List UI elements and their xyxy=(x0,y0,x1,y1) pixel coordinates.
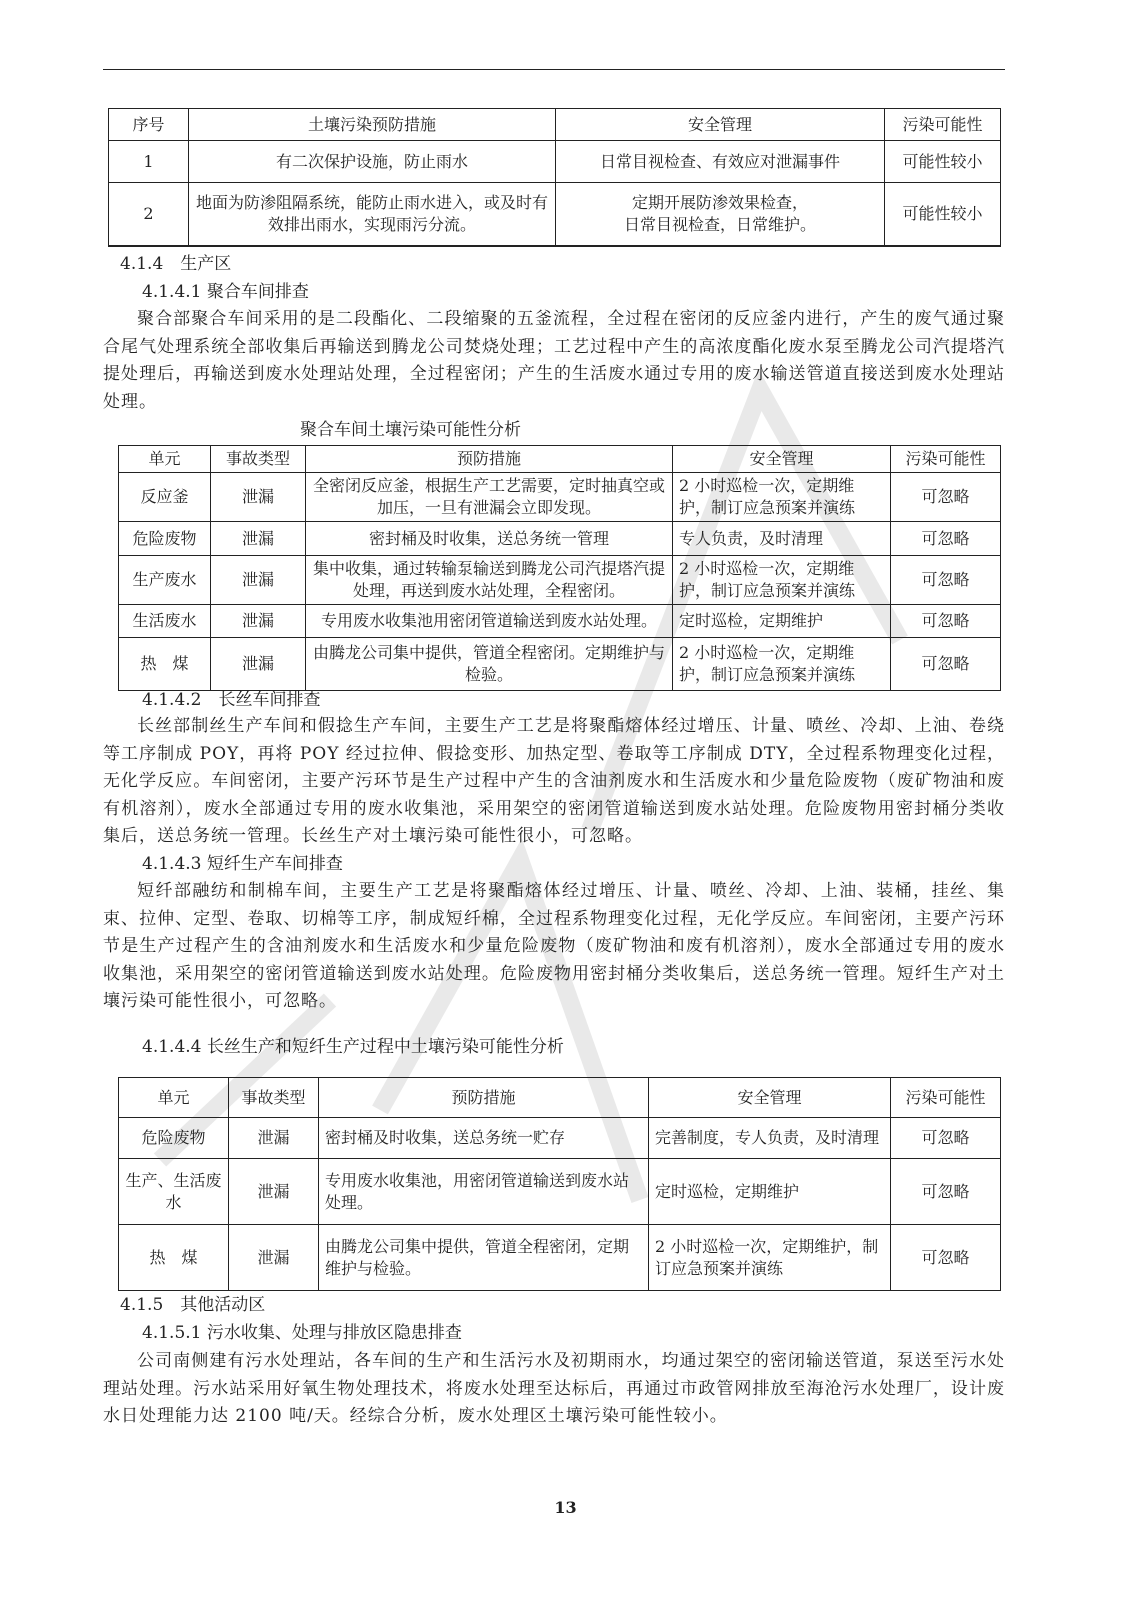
table-header-row xyxy=(119,446,1001,473)
cell: 2 小时巡检一次，定期维护，制订应急预案并演练 xyxy=(673,638,891,691)
section-heading: 4.1.5 其他活动区 xyxy=(120,1295,266,1315)
table-1 xyxy=(108,108,1001,247)
table-row xyxy=(119,473,1001,522)
cell: 由腾龙公司集中提供，管道全程密闭。定期维护与检验。 xyxy=(306,638,673,691)
cell: 可忽略 xyxy=(891,605,1001,638)
subsection-heading: 4.1.4.1 聚合车间排查 xyxy=(142,282,309,302)
cell: 2 小时巡检一次，定期维护，制订应急预案并演练 xyxy=(673,556,891,605)
cell: 可能性较小 xyxy=(885,183,1001,246)
table-row xyxy=(109,183,1001,246)
cell: 热 煤 xyxy=(119,1225,229,1291)
page-number: 13 xyxy=(554,1498,577,1517)
table-row xyxy=(119,556,1001,605)
table-row xyxy=(119,1225,1001,1291)
header-cell: 预防措施 xyxy=(319,1078,649,1118)
paragraph: 公司南侧建有污水处理站，各车间的生产和生活污水及初期雨水，均通过架空的密闭输送管道，泵送至污水处理站处理。污水站采用好氧生物处理技术，将废水处理至达标后，再通过市政管网排放至海沧污水处理厂，设计废水日处理能力达 2100 吨/天。经综合分析，废水处理区土壤污染可能性较小。 xyxy=(103,1351,1005,1426)
cell: 反应釜 xyxy=(119,473,211,522)
cell: 生产、生活废水 xyxy=(119,1159,229,1225)
subsection-heading: 4.1.4.2 长丝车间排查 xyxy=(142,690,321,710)
header-cell: 预防措施 xyxy=(306,446,673,473)
cell: 生产废水 xyxy=(119,556,211,605)
cell: 泄漏 xyxy=(211,638,306,691)
header-cell: 事故类型 xyxy=(211,446,306,473)
header-cell: 污染可能性 xyxy=(885,109,1001,141)
cell: 完善制度，专人负责，及时清理 xyxy=(649,1118,891,1159)
cell: 全密闭反应釜，根据生产工艺需要，定时抽真空或加压，一旦有泄漏会立即发现。 xyxy=(306,473,673,522)
cell: 1 xyxy=(109,141,189,183)
table-2 xyxy=(118,445,1001,691)
subsection-heading: 4.1.5.1 污水收集、处理与排放区隐患排查 xyxy=(142,1323,462,1343)
cell: 由腾龙公司集中提供，管道全程密闭，定期维护与检验。 xyxy=(319,1225,649,1291)
header-rule xyxy=(103,69,1005,70)
cell: 可忽略 xyxy=(891,1118,1001,1159)
cell: 可忽略 xyxy=(891,556,1001,605)
table-header-row xyxy=(109,109,1001,141)
subsection-heading: 4.1.4.4 长丝生产和短纤生产过程中土壤污染可能性分析 xyxy=(142,1037,564,1057)
cell: 集中收集，通过转输泵输送到腾龙公司汽提塔汽提处理，再送到废水站处理，全程密闭。 xyxy=(306,556,673,605)
header-cell: 安全管理 xyxy=(649,1078,891,1118)
cell: 泄漏 xyxy=(211,605,306,638)
cell: 危险废物 xyxy=(119,1118,229,1159)
cell: 2 小时巡检一次，定期维护，制订应急预案并演练 xyxy=(649,1225,891,1291)
cell: 热 煤 xyxy=(119,638,211,691)
table-row xyxy=(119,1159,1001,1225)
cell: 密封桶及时收集，送总务统一贮存 xyxy=(319,1118,649,1159)
cell: 定时巡检，定期维护 xyxy=(649,1159,891,1225)
header-cell: 污染可能性 xyxy=(891,1078,1001,1118)
cell: 地面为防渗阻隔系统，能防止雨水进入，或及时有效排出雨水，实现雨污分流。 xyxy=(189,183,556,246)
cell: 定时巡检，定期维护 xyxy=(673,605,891,638)
cell: 可忽略 xyxy=(891,473,1001,522)
cell: 泄漏 xyxy=(229,1225,319,1291)
cell: 可忽略 xyxy=(891,1225,1001,1291)
section-heading: 4.1.4 生产区 xyxy=(120,254,232,274)
cell: 泄漏 xyxy=(211,473,306,522)
cell: 2 xyxy=(109,183,189,246)
table-caption: 聚合车间土壤污染可能性分析 xyxy=(300,420,521,440)
cell: 生活废水 xyxy=(119,605,211,638)
header-cell: 土壤污染预防措施 xyxy=(189,109,556,141)
cell: 泄漏 xyxy=(211,522,306,556)
header-cell: 安全管理 xyxy=(673,446,891,473)
header-cell: 污染可能性 xyxy=(891,446,1001,473)
table-row xyxy=(119,638,1001,691)
header-cell: 安全管理 xyxy=(556,109,885,141)
table-row xyxy=(119,522,1001,556)
cell: 危险废物 xyxy=(119,522,211,556)
cell: 专用废水收集池用密闭管道输送到废水站处理。 xyxy=(306,605,673,638)
header-cell: 单元 xyxy=(119,446,211,473)
cell: 可忽略 xyxy=(891,522,1001,556)
table-3 xyxy=(118,1077,1001,1291)
table-header-row xyxy=(119,1078,1001,1118)
cell: 有二次保护设施，防止雨水 xyxy=(189,141,556,183)
table-row xyxy=(119,605,1001,638)
cell: 可能性较小 xyxy=(885,141,1001,183)
cell: 泄漏 xyxy=(211,556,306,605)
cell: 日常目视检查、有效应对泄漏事件 xyxy=(556,141,885,183)
cell: 专人负责，及时清理 xyxy=(673,522,891,556)
header-cell: 单元 xyxy=(119,1078,229,1118)
paragraph: 聚合部聚合车间采用的是二段酯化、二段缩聚的五釜流程，全过程在密闭的反应釜内进行，产生的废气通过聚合尾气处理系统全部收集后再输送到腾龙公司焚烧处理；工艺过程中产生的高浓度酯化废水泵至腾龙公司汽提塔汽提处理后，再输送到废水处理站处理，全过程密闭；产生的生活废水通过专用的废水输送管道直接送到废水处理站处理。 xyxy=(103,309,1005,412)
subsection-heading: 4.1.4.3 短纤生产车间排查 xyxy=(142,854,343,874)
header-cell: 序号 xyxy=(109,109,189,141)
header-cell: 事故类型 xyxy=(229,1078,319,1118)
table-row xyxy=(119,1118,1001,1159)
cell: 可忽略 xyxy=(891,638,1001,691)
cell: 密封桶及时收集，送总务统一管理 xyxy=(306,522,673,556)
cell: 2 小时巡检一次，定期维护，制订应急预案并演练 xyxy=(673,473,891,522)
paragraph: 短纤部融纺和制棉车间，主要生产工艺是将聚酯熔体经过增压、计量、喷丝、冷却、上油、装桶，挂丝、集束、拉伸、定型、卷取、切棉等工序，制成短纤棉，全过程系物理变化过程，无化学反应。车间密闭，主要产污环节是生产过程产生的含油剂废水和生活废水和少量危险废物（废矿物油和废有机溶剂），废水全部通过专用的废水收集池，采用架空的密闭管道输送到废水站处理。危险废物用密封桶分类收集后，送总务统一管理。短纤生产对土壤污染可能性很小，可忽略。 xyxy=(103,881,1005,1011)
cell: 可忽略 xyxy=(891,1159,1001,1225)
cell: 泄漏 xyxy=(229,1159,319,1225)
table-row xyxy=(109,141,1001,183)
cell: 专用废水收集池，用密闭管道输送到废水站处理。 xyxy=(319,1159,649,1225)
cell: 泄漏 xyxy=(229,1118,319,1159)
cell: 定期开展防渗效果检查， 日常目视检查，日常维护。 xyxy=(556,183,885,246)
paragraph: 长丝部制丝生产车间和假捻生产车间，主要生产工艺是将聚酯熔体经过增压、计量、喷丝、冷却、上油、卷绕等工序制成 POY，再将 POY 经过拉伸、假捻变形、加热定型、卷取等工序制成 DTY，全过程系物理变化过程，无化学反应。车间密闭，主要产污环节是生产过程中产生的含油剂废水和生活废水和少量危险废物（废矿物油和废有机溶剂），废水全部通过专用的废水收集池，采用架空的密闭管道输送到废水站处理。危险废物用密封桶分类收集后，送总务统一管理。长丝生产对土壤污染可能性很小，可忽略。 xyxy=(103,716,1005,846)
